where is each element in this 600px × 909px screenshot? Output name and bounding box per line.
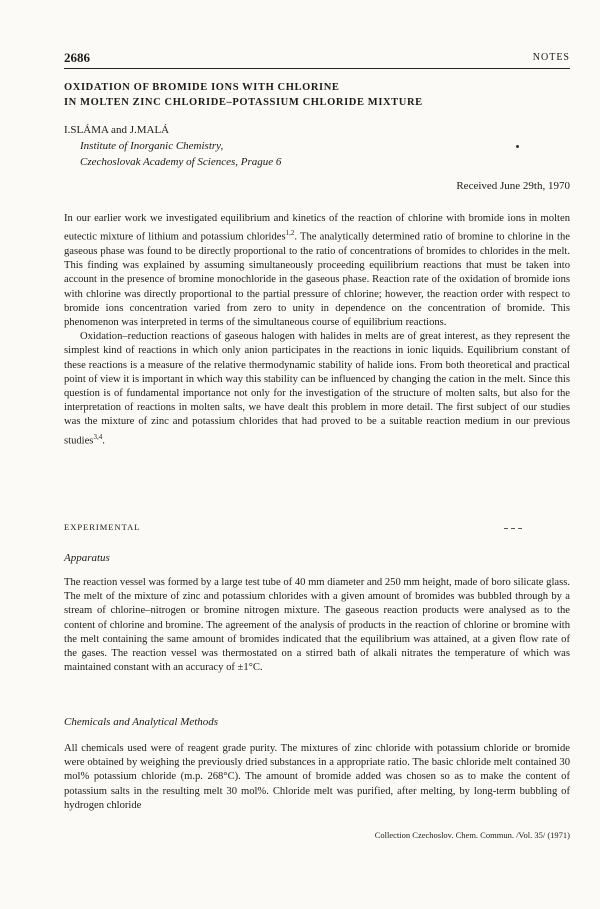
scan-speck [516, 145, 519, 148]
journal-footer: Collection Czechoslov. Chem. Commun. /Vol. 35/ (1971) [374, 830, 570, 840]
chemicals-paragraph: All chemicals used were of reagent grade purity. The mixtures of zinc chloride with potassium chloride or bromide were obtained by weighing the previously dried substances in a appropriate ratio. The basic chloride melt contained 30 mol% potassium chloride (m.p. 268°C). The amount of bromide added was chosen so as to make the content of potassium salts in the resulting melt 30 mol%. Chloride melt was purified, after melting, by long-term bubbling of hydrogen chloride [64, 743, 570, 811]
affiliation [80, 138, 281, 170]
experimental-heading: EXPERIMENTAL [64, 522, 141, 532]
received-date: Received June 29th, 1970 [456, 180, 570, 192]
page-number: 2686 [64, 50, 90, 65]
intro-paragraph-1: In our earlier work we investigated equilibrium and kinetics of the reaction of chlorine with bromide ions in molten eutectic mixture of lithium and potassium chlorides$^{1,2}$. The analytically determined ratio of bromine to chlorine in the gaseous phase was found to be directly proportional to the ratio of concentrations of bromides to chlorides in the melt. This finding was explained by assuming simultaneously proceeding equilibrium reactions that must be taken into account in the presence of bromine monochloride in the gaseous phase. Reaction rate of the oxidation of bromide ions with chlorine was directly proportional to the partial pressure of chlorine; however, the reaction order with respect to bromide ions concentration varied from zero to unity in dependence on the concentration of bromide. This phenomenon was interpreted in terms of the simultaneous course of equilibrium reactions. [64, 213, 570, 328]
section-label: NOTES [532, 52, 570, 63]
running-header [64, 48, 570, 69]
introduction [64, 212, 570, 448]
title-line-2: IN MOLTEN ZINC CHLORIDE–POTASSIUM CHLORIDE MIXTURE [64, 97, 423, 108]
apparatus-paragraph: The reaction vessel was formed by a large test tube of 40 mm diameter and 250 mm height, made of boro silicate glass. The melt of the mixture of zinc and potassium chlorides with a given amount of bromides was bubbled through by a stream of chlorine–nitrogen or bromine nitrogen mixture. The gaseous reaction products were analysed as to the content of chlorine and bromine. The agreement of the analysis of products in the reaction of chlorine or bromine with the melt containing the same amount of bromides indicated that the equilibrium was attained, at a given flow rate of the gases. The reaction vessel was thermostated on a stirred bath of alkali nitrates the temperature of which was maintained constant with an accuracy of ±1°C. [64, 577, 570, 674]
citation-1-2: 1,2 [285, 229, 295, 238]
citation-3-4: 3,4 [93, 432, 103, 441]
affiliation-line-2: Czechoslovak Academy of Sciences, Prague 6 [80, 156, 282, 168]
title-line-1: OXIDATION OF BROMIDE IONS WITH CHLORINE [64, 82, 340, 93]
affiliation-line-1: Institute of Inorganic Chemistry, [80, 140, 224, 152]
chemicals-heading: Chemicals and Analytical Methods [64, 716, 219, 728]
article-title [64, 80, 423, 110]
scan-mark [504, 516, 528, 518]
apparatus-heading: Apparatus [64, 552, 110, 564]
authors: I.SLÁMA and J.MALÁ [64, 124, 170, 136]
intro-paragraph-2: Oxidation–reduction reactions of gaseous halogen with halides in melts are of great interest, as they represent the simplest kind of reactions in which only anion participates in the reactions in ionic liquids. Equilibrium constant of these reactions is a measure of the relative thermodynamic stability of halide ions. From both theoretical and practical point of view it is important in which way this stability can be influenced by changing the cation in the melt. Since this question is of fundamental importance not only for the investigation of the structure of molten salts, but also for the interpretation of reactions in molten salts, we have dealt this problem in more detail. The first subject of our studies was the mixture of zinc and potassium chlorides that had proved to be a suitable reaction medium in our previous studies$^{3,4}$. [64, 331, 570, 447]
